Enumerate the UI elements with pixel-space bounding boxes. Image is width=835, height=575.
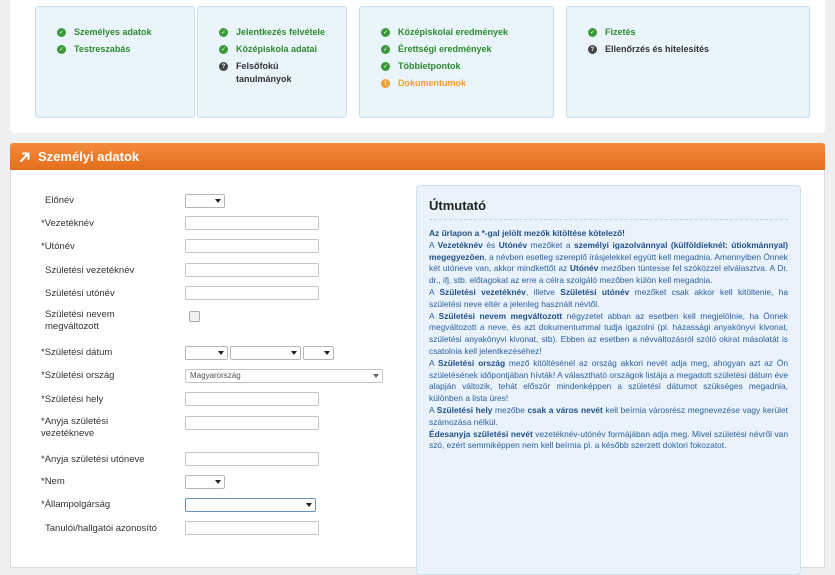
- chevron-down-icon: [291, 351, 297, 355]
- step-group-2: [197, 6, 347, 118]
- guide-paragraph: A Születési ország mező kitöltésénél az ország akkori nevét adja meg, ahogyan azt az Ön születésének időpontjában hívták! A választható országok listája a megadott születési dátum éve alapján változik, tehát először mindenképpen a születési dátumot szükséges megadnia, különben a lista üres!: [429, 357, 788, 404]
- guide-paragraph: A Születési nevem megváltozott négyzetet abban az esetben kell megjelölnie, ha Önnek megváltozott a neve, és azt dokumentummal tudja igazolni (pl. házassági anyakönyvi kivonat, születési anyakönyvi kivonat, stb). Ebben az esetben a névváltozásról szóló okirat másolatát is csatolnia kell jelentkezéséhez!: [429, 310, 788, 356]
- step-item-ellenorzes-es-hitelesites[interactable]: [588, 43, 799, 56]
- personal-data-form: [10, 170, 825, 568]
- label-anyja-utonev: *Anyja születési utóneve: [41, 454, 145, 465]
- guide-title: Útmutató: [429, 198, 487, 213]
- chevron-down-icon: [215, 199, 221, 203]
- check-circle-icon: ✓: [220, 29, 227, 36]
- step-label: Dokumentumok: [398, 78, 467, 88]
- label-szuletesi-utonev: Születési utónév: [45, 288, 115, 299]
- label-anyja-vezeteknev: *Anyja születési vezetékneve: [41, 416, 109, 439]
- guide-paragraph: A Születési vezetéknév, illetve Születési utónév mezőket csak akkor kell kitöltenie, ha születési neve eltér a jelenleg használt névtől.: [429, 286, 788, 309]
- step-label: Felsőfokú tanulmányok: [236, 61, 292, 84]
- szuletesi-hely-input[interactable]: [185, 392, 319, 406]
- alert-circle-icon: !: [381, 79, 390, 88]
- guide-paragraph: Az űrlapon a *-gal jelölt mezők kitöltése kötelező!: [429, 228, 625, 238]
- label-szuletesi-hely: *Születési hely: [41, 394, 104, 405]
- chevron-down-icon: [373, 374, 379, 378]
- szuletesi-vezeteknev-input[interactable]: [185, 263, 319, 277]
- check-circle-icon: ✓: [589, 29, 596, 36]
- step-item-tobbletpontok[interactable]: [381, 60, 543, 73]
- azonosito-input[interactable]: [185, 521, 319, 535]
- step-item-szemelyes-adatok[interactable]: [57, 26, 184, 39]
- label-szuletesi-vezeteknev: Születési vezetéknév: [45, 265, 135, 276]
- label-allampolgarsag: *Állampolgárság: [41, 499, 111, 510]
- arrow-up-right-icon: [18, 150, 32, 164]
- chevron-down-icon: [324, 351, 330, 355]
- step-label: Többletpontok: [398, 61, 461, 71]
- step-label: Érettségi eredmények: [398, 44, 492, 54]
- step-label: Személyes adatok: [74, 27, 152, 37]
- step-item-dokumentumok[interactable]: [381, 77, 543, 90]
- label-utonev: *Utónév: [41, 241, 75, 252]
- chevron-down-icon: [218, 351, 224, 355]
- question-circle-icon: ?: [219, 62, 228, 71]
- step-item-fizetes[interactable]: [588, 26, 799, 39]
- step-group-1: [35, 6, 195, 118]
- nem-select[interactable]: [185, 475, 225, 489]
- label-nev-valtozott: Születési nevem megváltozott: [45, 309, 115, 332]
- chevron-down-icon: [306, 503, 312, 507]
- check-circle-icon: ✓: [382, 63, 389, 70]
- utonev-input[interactable]: [185, 239, 319, 253]
- progress-steps-panel: [10, 0, 825, 133]
- step-label: Középiskola adatai: [236, 44, 318, 54]
- step-label: Fizetés: [605, 27, 636, 37]
- chevron-down-icon: [215, 480, 221, 484]
- guide-paragraph: A Születési hely mezőbe csak a város nevét kell beírnia városrész megnevezése vagy kerület számozása nélkül.: [429, 404, 788, 427]
- allampolgarsag-select[interactable]: [185, 498, 316, 512]
- birth-year-select[interactable]: [185, 346, 228, 360]
- label-elonev: Előnév: [45, 195, 75, 206]
- label-szuletesi-orszag: *Születési ország: [41, 370, 115, 381]
- vezeteknev-input[interactable]: [185, 216, 319, 230]
- label-azonosito: Tanulói/hallgatói azonosító: [45, 523, 157, 534]
- guide-panel: [416, 185, 801, 575]
- step-group-3: [359, 6, 554, 118]
- nev-valtozott-checkbox[interactable]: [189, 311, 200, 322]
- question-circle-icon: ?: [588, 45, 597, 54]
- step-item-testreszabas[interactable]: [57, 43, 184, 56]
- birth-day-select[interactable]: [303, 346, 334, 360]
- birth-month-select[interactable]: [230, 346, 301, 360]
- step-item-kozepiskolai-eredmenyek[interactable]: [381, 26, 543, 39]
- step-item-kozepiskola-adatai[interactable]: [219, 43, 336, 56]
- step-item-jelentkezes-felvetele[interactable]: [219, 26, 336, 39]
- guide-paragraph: Édesanyja születési nevét vezetéknév-utónév formájában adja meg. Mivel születési névről van szó, ezért semmiképpen nem kell beírnia pl. a később szerzett doktori fokozatot.: [429, 428, 788, 451]
- check-circle-icon: ✓: [58, 46, 65, 53]
- anyja-utonev-input[interactable]: [185, 452, 319, 466]
- guide-divider: [429, 219, 788, 220]
- step-item-felsofoku-tanulmanyok[interactable]: [219, 60, 336, 86]
- step-item-erettsegi-eredmenyek[interactable]: [381, 43, 543, 56]
- guide-body: [429, 228, 788, 452]
- szuletesi-utonev-input[interactable]: [185, 286, 319, 300]
- check-circle-icon: ✓: [58, 29, 65, 36]
- szuletesi-orszag-value: Magyarország: [190, 371, 241, 380]
- step-label: Jelentkezés felvétele: [236, 27, 326, 37]
- section-title: Személyi adatok: [38, 149, 140, 164]
- step-label: Középiskolai eredmények: [398, 27, 509, 37]
- step-label: Testreszabás: [74, 44, 131, 54]
- elonev-select[interactable]: [185, 194, 225, 208]
- szuletesi-orszag-select[interactable]: [185, 369, 383, 383]
- label-nem: *Nem: [41, 476, 65, 487]
- guide-paragraph: A Vezetéknév és Utónév mezőket a személyi igazolvánnyal (külföldieknél: útiokmánnyal) megegyezően, a névben esetleg szereplő írásjelekkel együtt kell megadnia. Amennyiben Önnek két utóneve van, akkor mindkettőt az Utónév mezőben tüntesse fel szóközzel elválasztva. A Dr. dr., ifj. stb. előtagokat az erre a célra szolgáló mezőben külön kell megadnia.: [429, 239, 788, 286]
- check-circle-icon: ✓: [220, 46, 227, 53]
- label-vezeteknev: *Vezetéknév: [41, 218, 94, 229]
- check-circle-icon: ✓: [382, 46, 389, 53]
- check-circle-icon: ✓: [382, 29, 389, 36]
- section-header: [10, 143, 825, 170]
- step-label: Ellenőrzés és hitelesítés: [605, 44, 710, 54]
- label-szuletesi-datum: *Születési dátum: [41, 347, 113, 358]
- step-group-4: [566, 6, 810, 118]
- anyja-vezeteknev-input[interactable]: [185, 416, 319, 430]
